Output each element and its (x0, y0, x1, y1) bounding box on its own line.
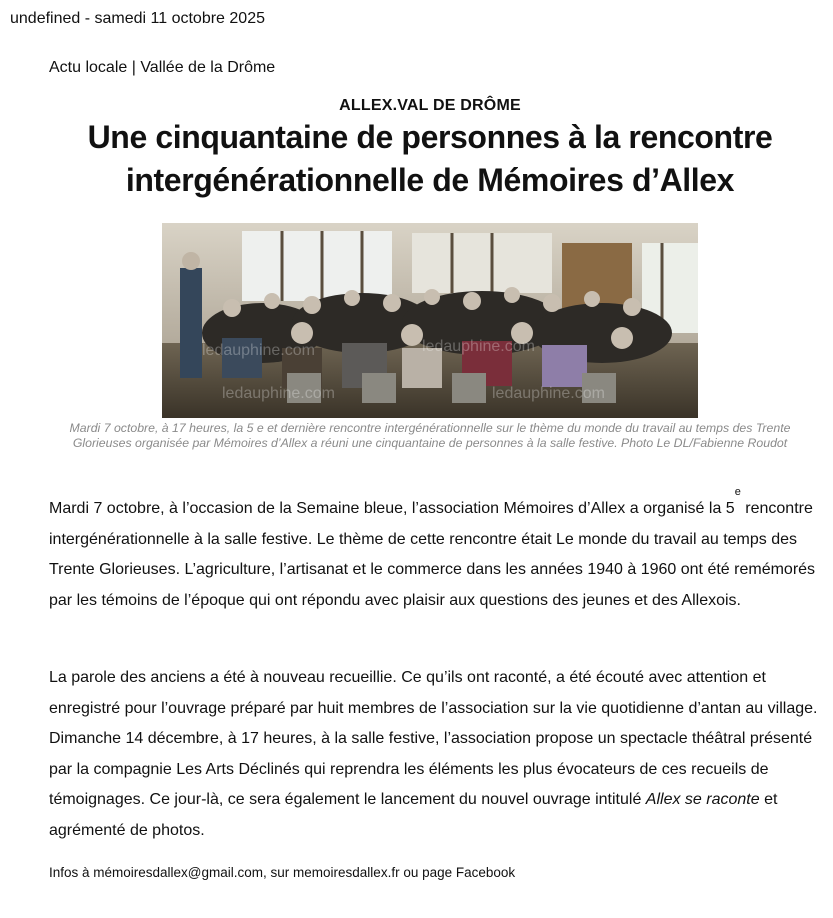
paragraph-2-text-end: et agrémenté de photos. (49, 791, 778, 839)
paragraph-1-text-end: rencontre intergénérationnelle à la salle festive. Le thème de cette rencontre était Le monde du travail au temps des Trente Glorieuses. L’agriculture, l’artisanat et le commerce dans les années 1940 à 1960 ont été remémorés par les témoins de l’époque qui ont répondu avec plaisir aux questions des jeunes et des Allexois. (49, 500, 816, 609)
photo-watermark: ledauphine.com (222, 385, 335, 402)
source-date-line: undefined - samedi 11 octobre 2025 (10, 10, 265, 27)
photo-watermark: ledauphine.com (492, 385, 605, 402)
paragraph-1-text-start: Mardi 7 octobre, à l’occasion de la Semaine bleue, l’association Mémoires d’Allex a organisé la 5 (49, 500, 735, 517)
article-photo (162, 223, 698, 418)
contact-info-note: Infos à mémoiresdallex@gmail.com, sur memoiresdallex.fr ou page Facebook (49, 865, 516, 880)
article-headline: Une cinquantaine de personnes à la rencontre intergénérationnelle de Mémoires d’Allex (87, 119, 773, 198)
photo-watermark: ledauphine.com (202, 342, 315, 359)
article-paragraph-2 (49, 663, 824, 846)
article-kicker: ALLEX.VAL DE DRÔME (339, 97, 521, 114)
book-title: Allex se raconte (645, 791, 760, 808)
photo-watermark: ledauphine.com (422, 338, 535, 355)
section-rubric: Actu locale | Vallée de la Drôme (49, 59, 276, 76)
paragraph-2-text-start: La parole des anciens a été à nouveau recueillie. Ce qu’ils ont raconté, a été écouté avec attention et enregistré pour l’ouvrage préparé par huit membres de l’association sur la vie quotidienne d’antan au village. Dimanche 14 décembre, à 17 heures, à la salle festive, l’association propose un spectacle théâtral présenté par la compagnie Les Arts Déclinés qui reprendra les éléments les plus évocateurs de ces recueils de témoignages. Ce jour-là, ce sera également le lancement du nouvel ouvrage intitulé (49, 669, 818, 808)
ordinal-superscript: e (734, 486, 741, 498)
article-paragraph-1 (49, 486, 824, 616)
photo-caption: Mardi 7 octobre, à 17 heures, la 5 e et dernière rencontre intergénérationnelle sur le thème du monde du travail au temps des Trente Glorieuses organisée par Mémoires d’Allex a réuni une cinquantaine de personnes à la salle festive. Photo Le DL/Fabienne Roudot (69, 421, 791, 450)
